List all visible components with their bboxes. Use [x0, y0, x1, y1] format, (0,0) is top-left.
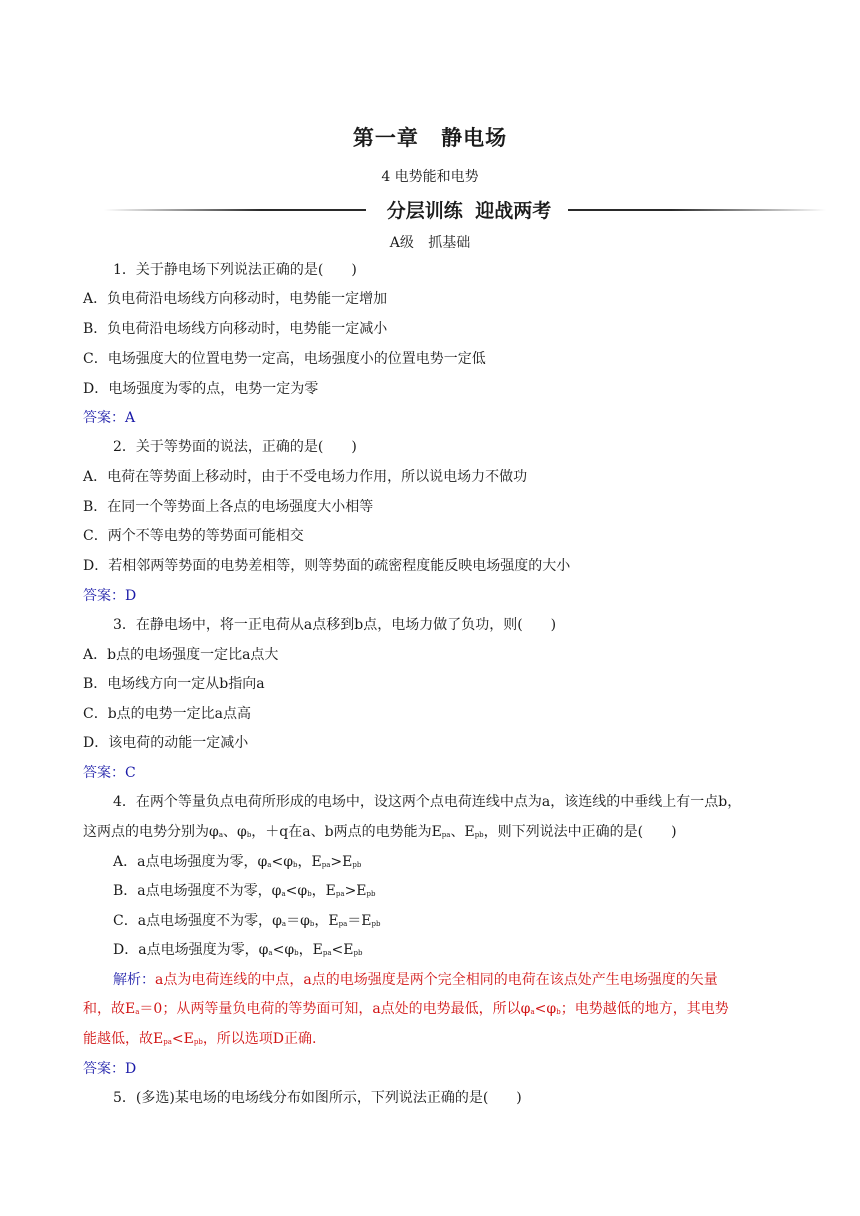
q2-option-b: B．在同一个等势面上各点的电场强度大小相等	[83, 499, 374, 515]
q3-option-b: B．电场线方向一定从b指向a	[83, 676, 265, 692]
banner	[104, 196, 826, 224]
q2-option-d: D．若相邻两等势面的电势差相等，则等势面的疏密程度能反映电场强度的大小	[83, 558, 571, 574]
chapter-title: 第一章 静电场	[352, 126, 508, 150]
banner-rule-right	[568, 209, 826, 211]
q3-option-d: D．该电荷的动能一定减小	[83, 735, 249, 751]
analysis-label: 解析：	[113, 972, 155, 988]
q2-answer: 答案：D	[83, 588, 137, 604]
q3-stem: 3．在静电场中，将一正电荷从a点移到b点，电场力做了负功，则( )	[113, 617, 557, 633]
q1-option-a: A．负电荷沿电场线方向移动时，电势能一定增加	[83, 291, 388, 307]
q2-option-a: A．电荷在等势面上移动时，由于不受电场力作用，所以说电场力不做功	[83, 469, 528, 485]
banner-rule-left	[104, 209, 366, 211]
q1-option-d: D．电场强度为零的点，电势一定为零	[83, 381, 319, 397]
q3-answer: 答案：C	[83, 765, 136, 781]
q3-option-c: C．b点的电势一定比a点高	[83, 706, 252, 722]
q2-stem: 2．关于等势面的说法，正确的是( )	[113, 439, 357, 455]
q4-analysis-line2: 和，故$E_a=0$；从两等量负电荷的等势面可知，a点处的电势最低，所以$\varphi_a<\varphi_b$；电势越低的地方，其电势	[83, 1001, 729, 1017]
q4-answer: 答案：D	[83, 1061, 137, 1077]
q3-option-a: A．b点的电场强度一定比a点大	[83, 647, 279, 663]
q2-option-c: C．两个不等电势的等势面可能相交	[83, 528, 304, 544]
level-title: A级 抓基础	[389, 235, 471, 251]
q1-option-c: C．电场强度大的位置电势一定高，电场强度小的位置电势一定低	[83, 351, 486, 367]
banner-text: 分层训练 迎战两考	[386, 200, 552, 222]
q1-stem: 1．关于静电场下列说法正确的是( )	[113, 262, 357, 278]
q4-option-c: C．a点电场强度不为零，$\varphi_a=\varphi_b$，$E_{pa}=E_{pb}$	[113, 913, 381, 929]
q4-analysis-line1: 解析：a点为电荷连线的中点，a点的电场强度是两个完全相同的电荷在该点处产生电场强度的矢量	[113, 972, 718, 988]
q1-option-b: B．负电荷沿电场线方向移动时，电势能一定减小	[83, 321, 388, 337]
q4-analysis-line3: 能越低，故$E_{pa}<E_{pb}$，所以选项D正确.	[83, 1031, 317, 1047]
q4-option-b: B．a点电场强度不为零，$\varphi_a<\varphi_b$，$E_{pa}>E_{pb}$	[113, 883, 376, 899]
q4-stem-line1: 4．在两个等量负点电荷所形成的电场中，设这两个点电荷连线中点为a，该连线的中垂线上有一点b，	[113, 794, 742, 810]
q5-stem: 5．(多选)某电场的电场线分布如图所示，下列说法正确的是( )	[113, 1090, 522, 1106]
section-title: 4 电势能和电势	[381, 169, 479, 185]
q1-answer: 答案：A	[83, 410, 136, 426]
q4-option-a: A．a点电场强度为零，$\varphi_a<\varphi_b$，$E_{pa}>E_{pb}$	[113, 854, 362, 870]
q4-option-d: D．a点电场强度为零，$\varphi_a<\varphi_b$，$E_{pa}<E_{pb}$	[113, 942, 363, 958]
q4-stem-line2: 这两点的电势分别为$\varphi_a$、$\varphi_b$，＋q在a、b两点的电势能为$E_{pa}$、$E_{pb}$，则下列说法中正确的是( )	[83, 824, 677, 840]
